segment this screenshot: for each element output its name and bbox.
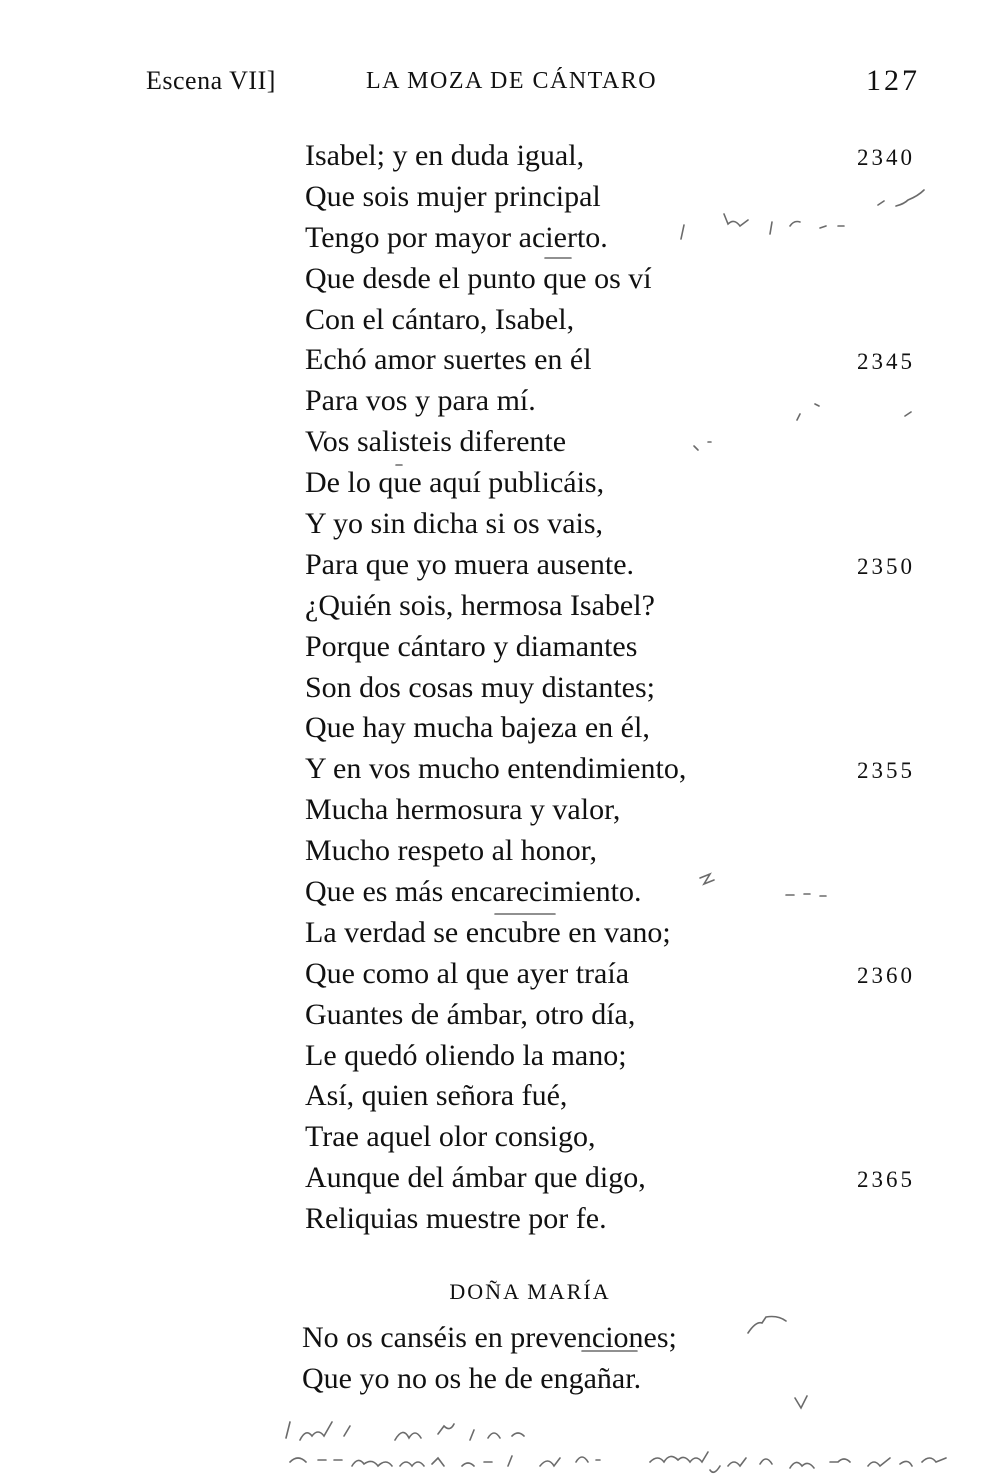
verse-text: Que es más encarecimiento.	[305, 875, 642, 909]
verse-text: Que sois mujer principal	[305, 179, 601, 213]
verse-line	[305, 668, 945, 709]
verse-text: Tengo por mayor acierto.	[305, 220, 608, 254]
verse-text: Trae aquel olor consigo,	[305, 1120, 596, 1154]
verse-line	[305, 381, 945, 422]
verse-line	[305, 1158, 945, 1199]
verse-text: Guantes de ámbar, otro día,	[305, 997, 636, 1031]
verse-line	[305, 1117, 945, 1158]
verse-line	[305, 749, 945, 790]
speech-block	[302, 1318, 942, 1400]
verse-line	[305, 627, 945, 668]
verse-text: Para que yo muera ausente.	[305, 547, 635, 581]
page-number: 127	[866, 64, 920, 97]
line-number: 2355	[857, 758, 915, 784]
line-number: 2365	[857, 1167, 915, 1193]
verse-text: Porque cántaro y diamantes	[305, 629, 638, 663]
line-number: 2360	[857, 962, 915, 988]
verse-line	[305, 504, 945, 545]
scene-label: Escena VII]	[146, 66, 276, 95]
verse-text: Mucha hermosura y valor,	[305, 793, 621, 827]
verse-line	[305, 340, 945, 381]
verse-line	[305, 831, 945, 872]
verse-text: Le quedó oliendo la mano;	[305, 1038, 627, 1072]
verse-line	[305, 218, 945, 259]
verse-line	[305, 300, 945, 341]
verse-line	[302, 1318, 942, 1359]
verse-text: Para vos y para mí.	[305, 384, 536, 418]
verse-line	[305, 136, 945, 177]
verse-text: Con el cántaro, Isabel,	[305, 302, 575, 336]
verse-line	[302, 1359, 942, 1400]
verse-line	[305, 913, 945, 954]
handwritten-note	[286, 1422, 524, 1440]
verse-line	[305, 1199, 945, 1240]
verse-text: No os canséis en prevenciones;	[302, 1321, 677, 1354]
line-number: 2350	[857, 553, 915, 579]
verse-line	[305, 790, 945, 831]
verse-line	[305, 463, 945, 504]
verse-text: Y yo sin dicha si os vais,	[305, 507, 604, 541]
verse-text: La verdad se encubre en vano;	[305, 915, 671, 949]
verse-text: De lo que aquí publicáis,	[305, 466, 605, 500]
verse-line	[305, 422, 945, 463]
verse-line	[305, 177, 945, 218]
verse-text: Que como al que ayer traía	[305, 956, 630, 990]
verse-text: Así, quien señora fué,	[305, 1079, 568, 1113]
verse-text: Aunque del ámbar que digo,	[305, 1161, 646, 1195]
verse-text: Isabel; y en duda igual,	[305, 139, 585, 172]
verse-text: Son dos cosas muy distantes;	[305, 670, 655, 704]
verse-text: Que hay mucha bajeza en él,	[305, 711, 650, 745]
verse-line	[305, 545, 945, 586]
verse-text: Que yo no os he de engañar.	[302, 1361, 642, 1395]
speaker-name: DOÑA MARÍA	[449, 1279, 611, 1304]
verse-text: Vos salisteis diferente	[305, 425, 567, 459]
verse-text: Reliquias muestre por fe.	[305, 1202, 607, 1236]
verse-text: Echó amor suertes en él	[305, 343, 592, 377]
verse-line	[305, 995, 945, 1036]
verse-line	[305, 872, 945, 913]
verse-text: ¿Quién sois, hermosa Isabel?	[305, 588, 655, 622]
handwritten-note	[650, 1452, 946, 1472]
handwritten-note	[290, 1456, 600, 1466]
book-title: LA MOZA DE CÁNTARO	[366, 68, 658, 94]
verse-line	[305, 954, 945, 995]
line-number: 2345	[857, 349, 915, 375]
verse-line	[305, 1076, 945, 1117]
line-number: 2340	[857, 145, 915, 170]
running-head	[0, 62, 1000, 102]
verse-text: Que desde el punto que os ví	[305, 261, 652, 295]
verse-text: Mucho respeto al honor,	[305, 834, 598, 868]
verse-block	[305, 136, 945, 1240]
verse-text: Y en vos mucho entendimiento,	[305, 752, 687, 786]
verse-line	[305, 708, 945, 749]
verse-line	[305, 259, 945, 300]
verse-line	[305, 586, 945, 627]
verse-line	[305, 1036, 945, 1077]
